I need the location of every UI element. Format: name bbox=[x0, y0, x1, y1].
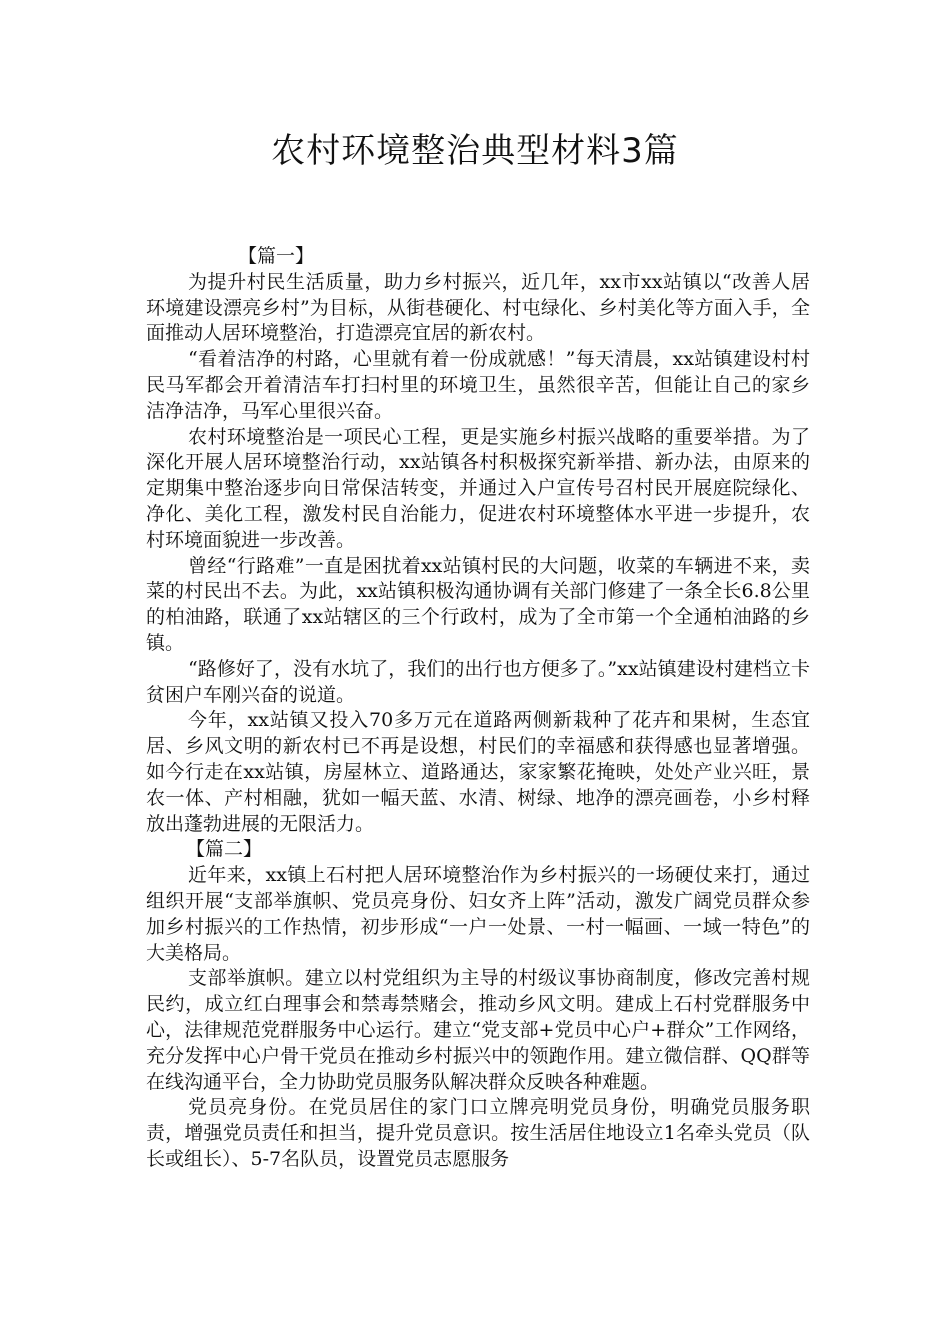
document-title: 农村环境整治典型材料3篇 bbox=[271, 131, 679, 171]
paragraph: 农村环境整治是一项民心工程，更是实施乡村振兴战略的重要举措。为了深化开展人居环境整治行动，xx站镇各村积极探究新举措、新办法，由原来的定期集中整治逐步向日常保洁转变，并通过入户宣传号召村民开展庭院绿化、净化、美化工程，激发村民自治能力，促进农村环境整体水平进一步提升，农村环境面貌进一步改善。 bbox=[146, 425, 810, 551]
paragraph: 为提升村民生活质量，助力乡村振兴，近几年，xx市xx站镇以“改善人居环境建设漂亮乡村”为目标，从街巷硬化、村屯绿化、乡村美化等方面入手，全面推动人居环境整治，打造漂亮宜居的新农村。 bbox=[146, 270, 810, 345]
paragraph: 支部举旗帜。建立以村党组织为主导的村级议事协商制度，修改完善村规民约，成立红白理事会和禁毒禁赌会，推动乡风文明。建成上石村党群服务中心，法律规范党群服务中心运行。建立“党支部+党员中心户+群众”工作网络，充分发挥中心户骨干党员在推动乡村振兴中的领跑作用。建立微信群、QQ群等在线沟通平台，全力协助党员服务队解决群众反映各种难题。 bbox=[146, 967, 810, 1093]
paragraph: 近年来，xx镇上石村把人居环境整治作为乡村振兴的一场硬仗来打，通过组织开展“支部举旗帜、党员亮身份、妇女齐上阵”活动，激发广阔党员群众参加乡村振兴的工作热情，初步形成“一户一处景、一村一幅画、一域一特色”的大美格局。 bbox=[146, 864, 810, 964]
paragraph: 党员亮身份。在党员居住的家门口立牌亮明党员身份，明确党员服务职责，增强党员责任和担当，提升党员意识。按生活居住地设立1名牵头党员（队长或组长）、5-7名队员，设置党员志愿服务 bbox=[146, 1096, 810, 1170]
section-heading-1: 【篇一】 bbox=[238, 245, 315, 267]
paragraph: 曾经“行路难”一直是困扰着xx站镇村民的大问题，收菜的车辆进不来，卖菜的村民出不去。为此，xx站镇积极沟通协调有关部门修建了一条全长6.8公里的柏油路，联通了xx站辖区的三个行政村，成为了全市第一个全通柏油路的乡镇。 bbox=[146, 554, 810, 654]
paragraph: 今年，xx站镇又投入70多万元在道路两侧新栽种了花卉和果树，生态宜居、乡风文明的新农村已不再是设想，村民们的幸福感和获得感也显著增强。如今行走在xx站镇，房屋林立、道路通达，家家繁花掩映，处处产业兴旺，景农一体、产村相融，犹如一幅天蓝、水清、树绿、地净的漂亮画卷，小乡村释放出蓬勃进展的无限活力。 bbox=[146, 709, 810, 835]
section-heading-2: 【篇二】 bbox=[186, 838, 263, 861]
paragraph: “路修好了，没有水坑了，我们的出行也方便多了。”xx站镇建设村建档立卡贫困户车刚兴奋的说道。 bbox=[146, 657, 810, 706]
paragraph: “看着洁净的村路，心里就有着一份成就感！”每天清晨，xx站镇建设村村民马军都会开着清洁车打扫村里的环境卫生，虽然很辛苦，但能让自己的家乡洁净洁净，马军心里很兴奋。 bbox=[146, 348, 810, 422]
document-body bbox=[146, 244, 810, 1173]
